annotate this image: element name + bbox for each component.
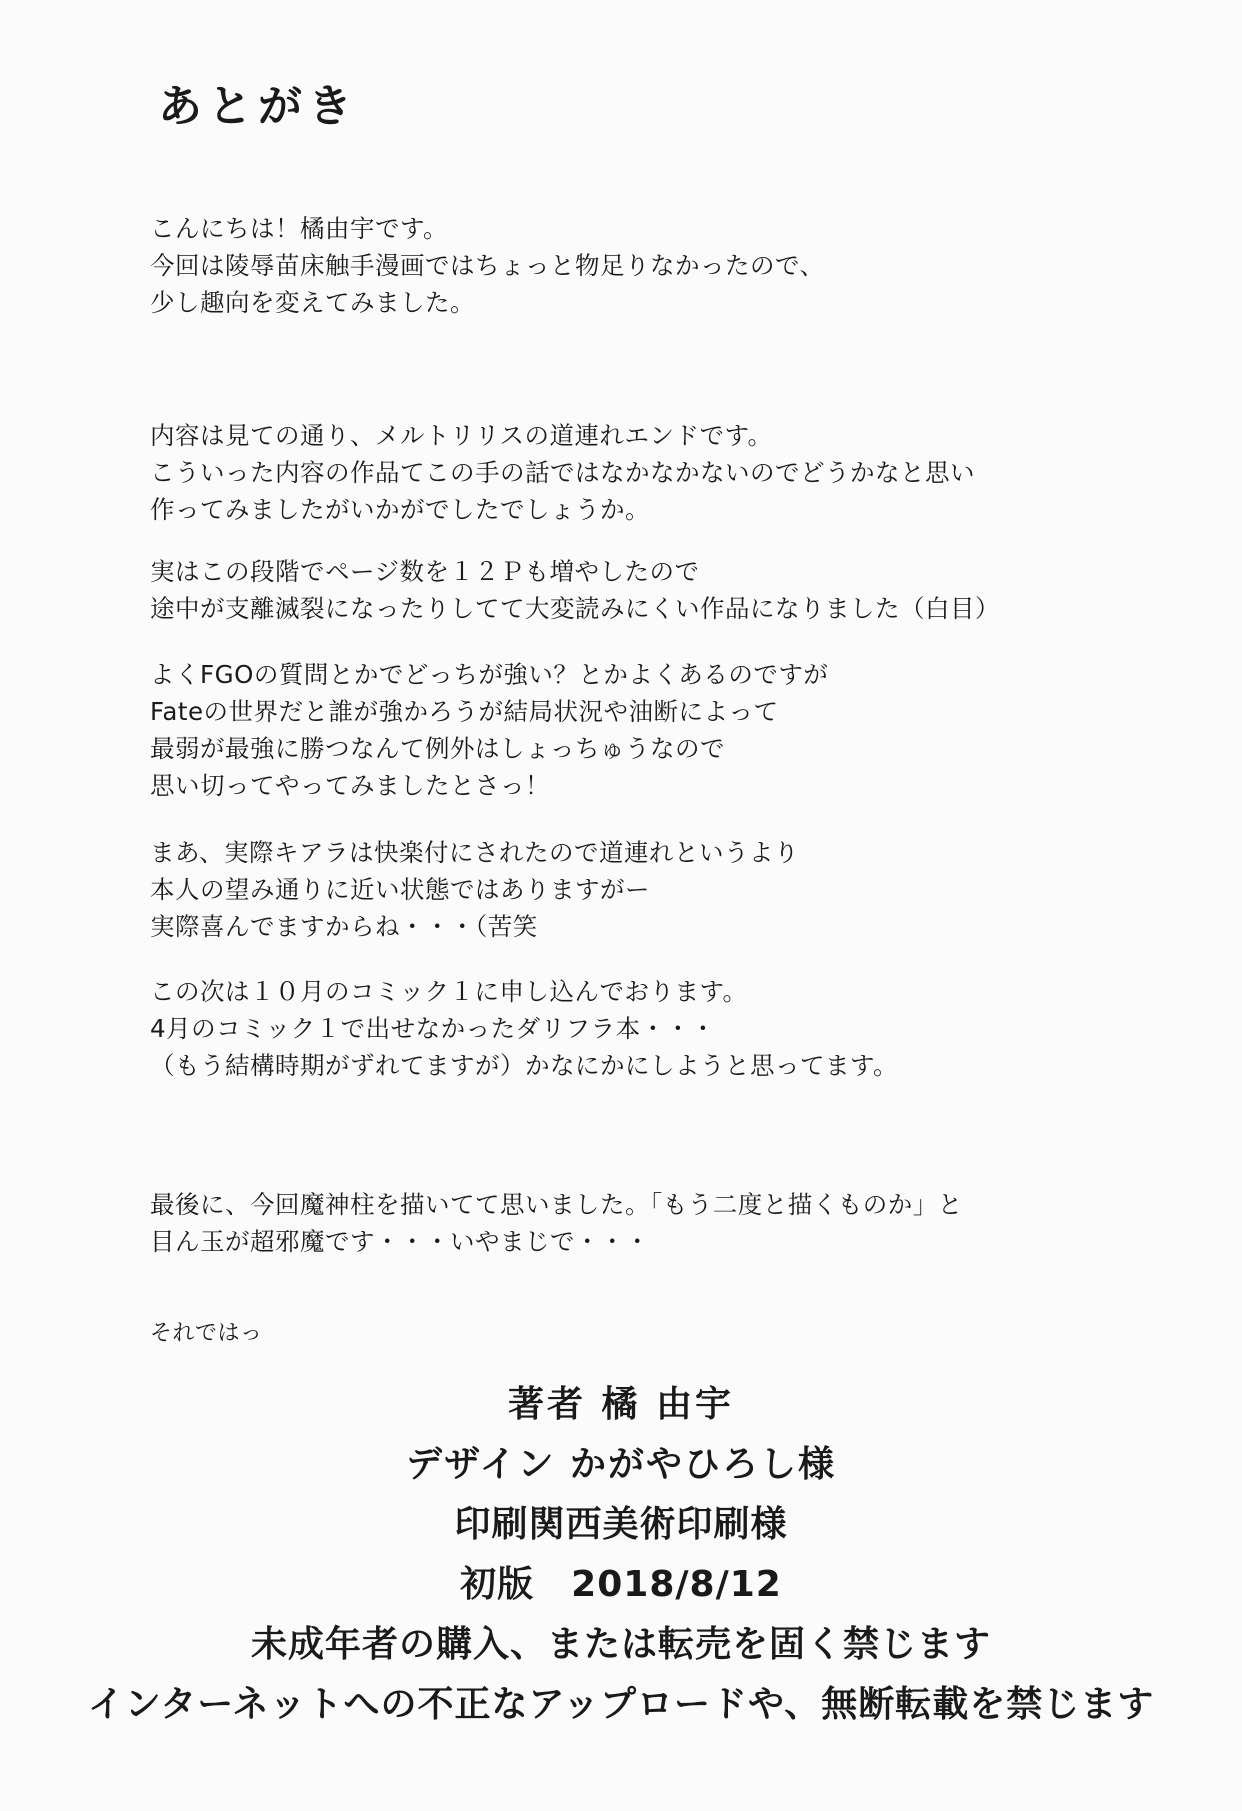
paragraph-farewell xyxy=(150,1315,263,1352)
text-line: 作ってみましたがいかがでしたでしょうか。 xyxy=(150,495,650,524)
paragraph-content xyxy=(150,417,975,528)
paragraph-greeting xyxy=(150,210,825,321)
credit-warning-purchase: 未成年者の購入、または転売を固く禁じます xyxy=(250,1624,991,1665)
text-line: （もう結構時期がずれてますが）かなにかにしようと思ってます。 xyxy=(150,1051,899,1080)
text-line: Fateの世界だと誰が強かろうが結局状況や油断によって xyxy=(150,697,779,726)
text-line: 途中が支離滅裂になったりしてて大変読みにくい作品になりました（白目） xyxy=(150,594,1000,623)
text-line: 思い切ってやってみましたとさっ！ xyxy=(150,771,550,800)
text-line: よくFGOの質問とかでどっちが強い？とかよくあるのですが xyxy=(150,660,829,689)
page-title: あとがき xyxy=(158,81,358,132)
paragraph-finally xyxy=(150,1186,963,1260)
paragraph-fgo xyxy=(150,656,828,804)
text-line: それではっ xyxy=(150,1321,263,1346)
credit-design: デザイン かがやひろし様 xyxy=(405,1444,836,1485)
text-line: 目ん玉が超邪魔です・・・いやまじで・・・ xyxy=(150,1227,650,1256)
text-line: 実はこの段階でページ数を１２Ｐも増やしたので xyxy=(150,557,700,586)
text-line: 少し趣向を変えてみました。 xyxy=(150,288,475,317)
text-line: 実際喜んでますからね・・・（苦笑 xyxy=(150,912,538,941)
credit-author: 著者 橘 由宇 xyxy=(507,1384,735,1425)
text-line: 4月のコミック１で出せなかったダリフラ本・・・ xyxy=(150,1014,716,1043)
paragraph-pages xyxy=(150,553,1000,627)
text-line: 本人の望み通りに近い状態ではありますがー xyxy=(150,875,650,904)
text-line: まあ、実際キアラは快楽付にされたので道連れというより xyxy=(150,838,800,867)
text-line: 内容は見ての通り、メルトリリスの道連れエンドです。 xyxy=(150,421,773,450)
paragraph-next-event xyxy=(150,973,898,1084)
credit-printing: 印刷関西美術印刷様 xyxy=(454,1504,788,1545)
text-line: 最弱が最強に勝つなんて例外はしょっちゅうなので xyxy=(150,734,725,763)
text-line: こんにちは！橘由宇です。 xyxy=(150,214,449,243)
credit-warning-upload: インターネットへの不正なアップロードや、無断転載を禁じます xyxy=(87,1684,1155,1725)
paragraph-kiara xyxy=(150,834,799,945)
text-line: こういった内容の作品てこの手の話ではなかなかないのでどうかなと思い xyxy=(150,458,975,487)
text-line: この次は１０月のコミック１に申し込んでおります。 xyxy=(150,977,748,1006)
text-line: 最後に、今回魔神柱を描いてて思いました。「もう二度と描くものか」と xyxy=(150,1190,963,1219)
text-line: 今回は陵辱苗床触手漫画ではちょっと物足りなかったので、 xyxy=(150,251,825,280)
credit-first-edition: 初版 2018/8/12 xyxy=(460,1564,782,1605)
